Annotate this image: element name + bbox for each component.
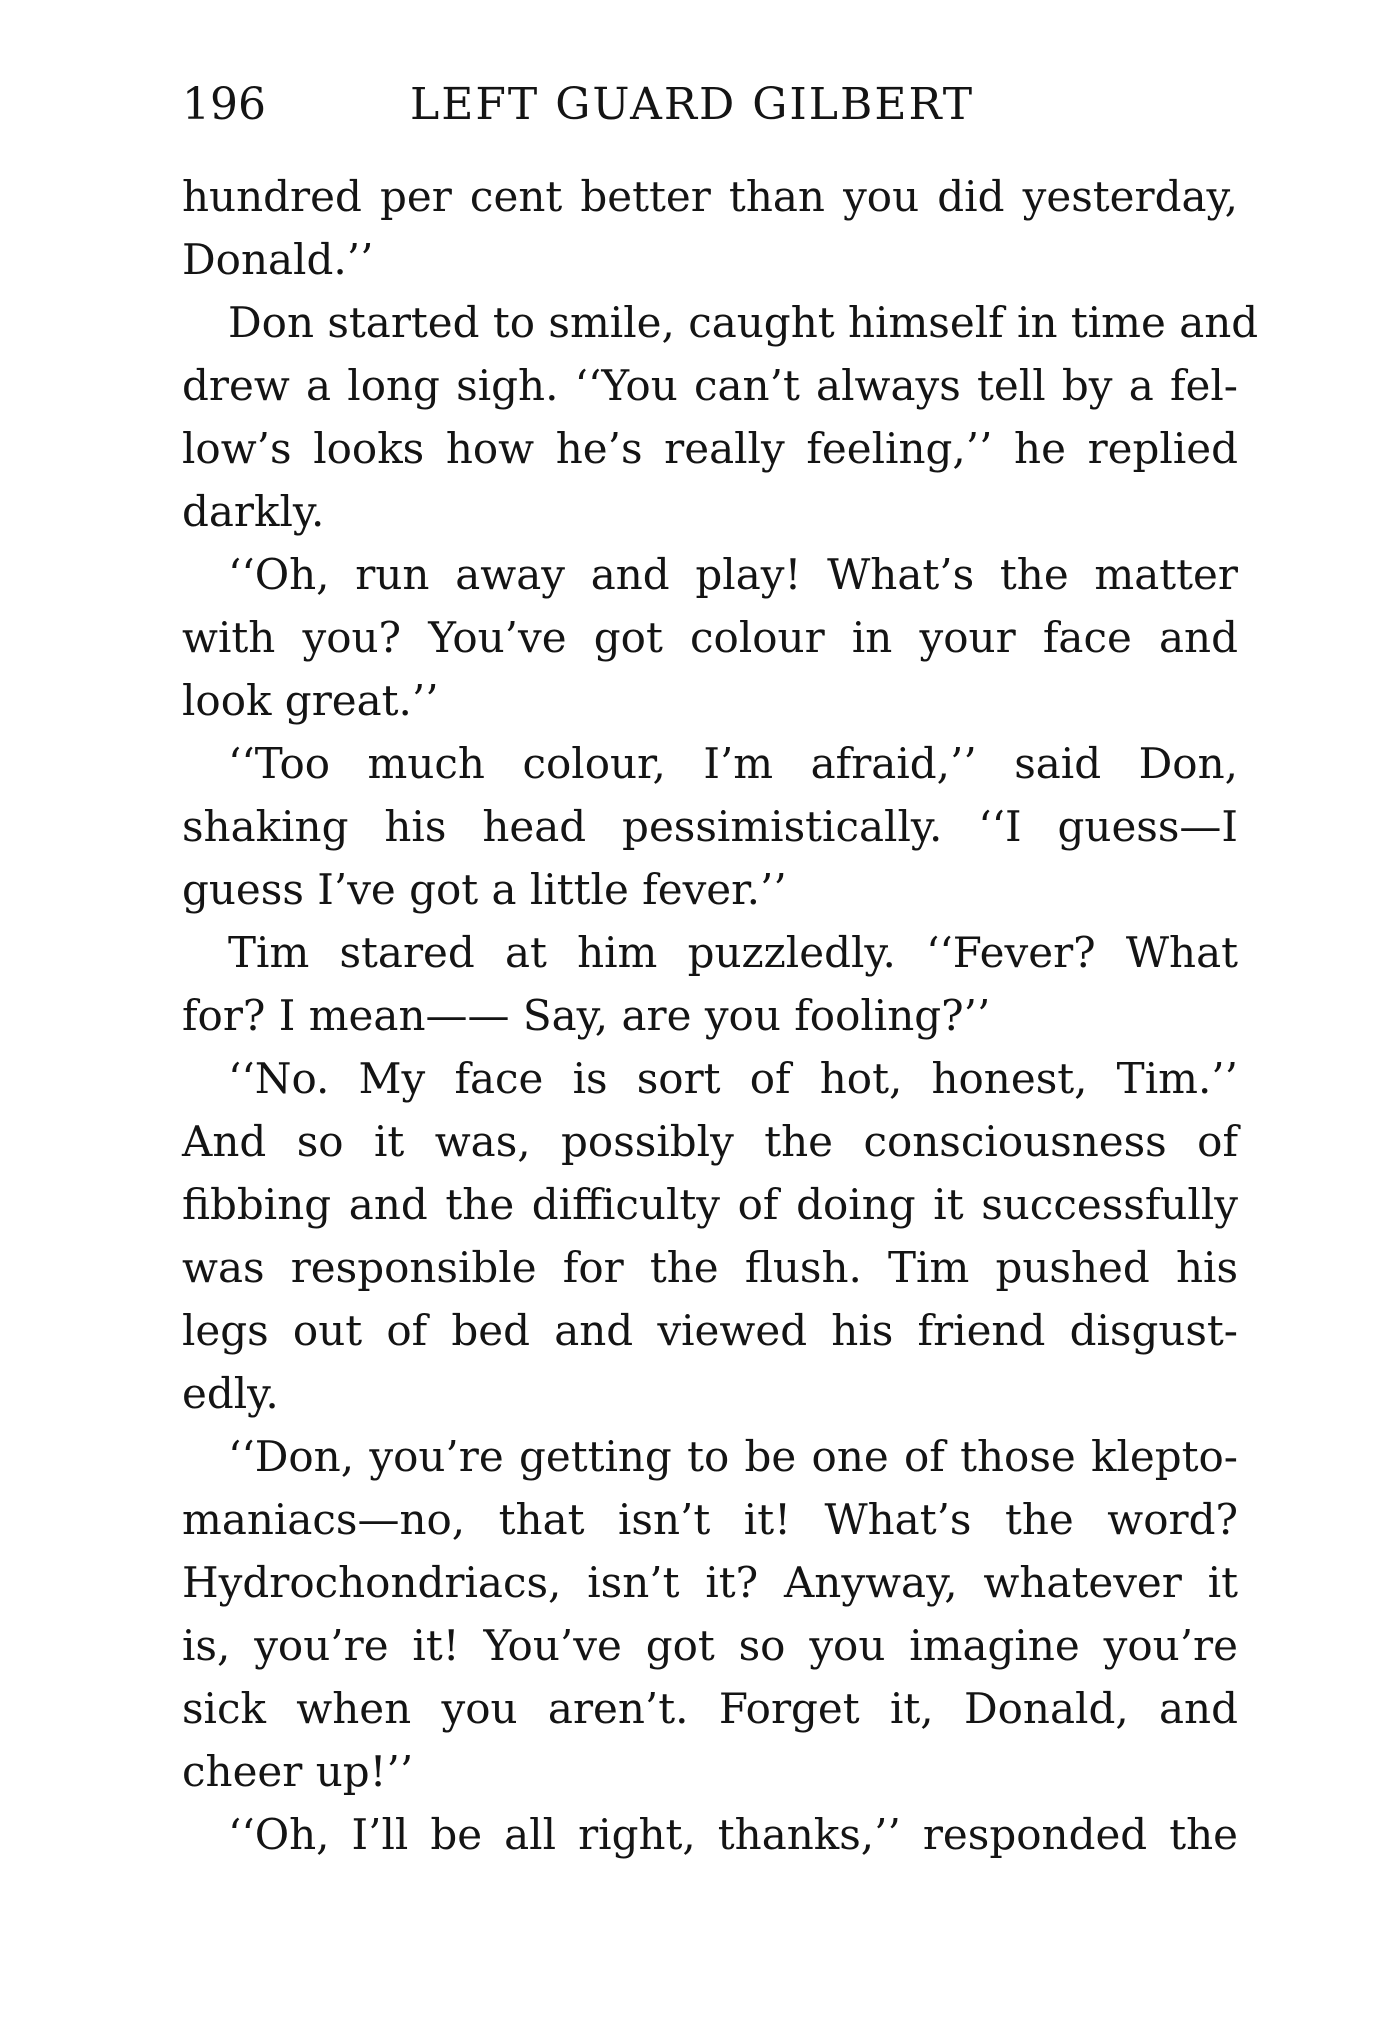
- page-number: 196: [182, 79, 266, 130]
- body-text: [182, 165, 1259, 1866]
- page-header: [182, 70, 1238, 140]
- text-line: hundred per cent better than you did yesterday,: [182, 172, 1238, 221]
- text-line: Tim stared at him puzzledly. ‘‘Fever? What: [228, 928, 1238, 977]
- text-line: for? I mean—— Say, are you fooling?’’: [182, 991, 991, 1040]
- text-line: darkly.: [182, 487, 325, 536]
- text-line: ‘‘Oh, run away and play! What’s the matter: [228, 550, 1238, 599]
- text-line: drew a long sigh. ‘‘You can’t always tell by a fel-: [182, 361, 1238, 410]
- text-line: Don started to smile, caught himself in time and: [228, 298, 1259, 347]
- text-line: legs out of bed and viewed his friend disgust-: [182, 1306, 1238, 1355]
- text-line: Hydrochondriacs, isn’t it? Anyway, whatever it: [182, 1558, 1238, 1607]
- text-line: ‘‘Too much colour, I’m afraid,’’ said Don,: [228, 739, 1238, 788]
- text-line: low’s looks how he’s really feeling,’’ he replied: [182, 424, 1238, 473]
- text-line: cheer up!’’: [182, 1747, 414, 1796]
- text-line: edly.: [182, 1369, 279, 1418]
- text-line: shaking his head pessimistically. ‘‘I guess—I: [182, 802, 1238, 851]
- text-line: Donald.’’: [182, 235, 374, 284]
- running-head: LEFT GUARD GILBERT: [410, 79, 975, 130]
- text-line: sick when you aren’t. Forget it, Donald, and: [182, 1684, 1238, 1733]
- text-line: guess I’ve got a little fever.’’: [182, 865, 787, 914]
- text-line: look great.’’: [182, 676, 439, 725]
- text-line: And so it was, possibly the consciousness of: [182, 1117, 1238, 1166]
- text-line: maniacs—no, that isn’t it! What’s the word?: [182, 1495, 1238, 1544]
- text-line: is, you’re it! You’ve got so you imagine you’re: [182, 1621, 1238, 1670]
- text-line: ‘‘Oh, I’ll be all right, thanks,’’ responded the: [228, 1810, 1238, 1859]
- text-line: fibbing and the difficulty of doing it successfully: [182, 1180, 1238, 1229]
- text-line: was responsible for the flush. Tim pushed his: [182, 1243, 1238, 1292]
- text-line: ‘‘Don, you’re getting to be one of those klepto-: [228, 1432, 1238, 1481]
- text-line: ‘‘No. My face is sort of hot, honest, Tim.’’: [228, 1054, 1238, 1103]
- text-line: with you? You’ve got colour in your face and: [182, 613, 1238, 662]
